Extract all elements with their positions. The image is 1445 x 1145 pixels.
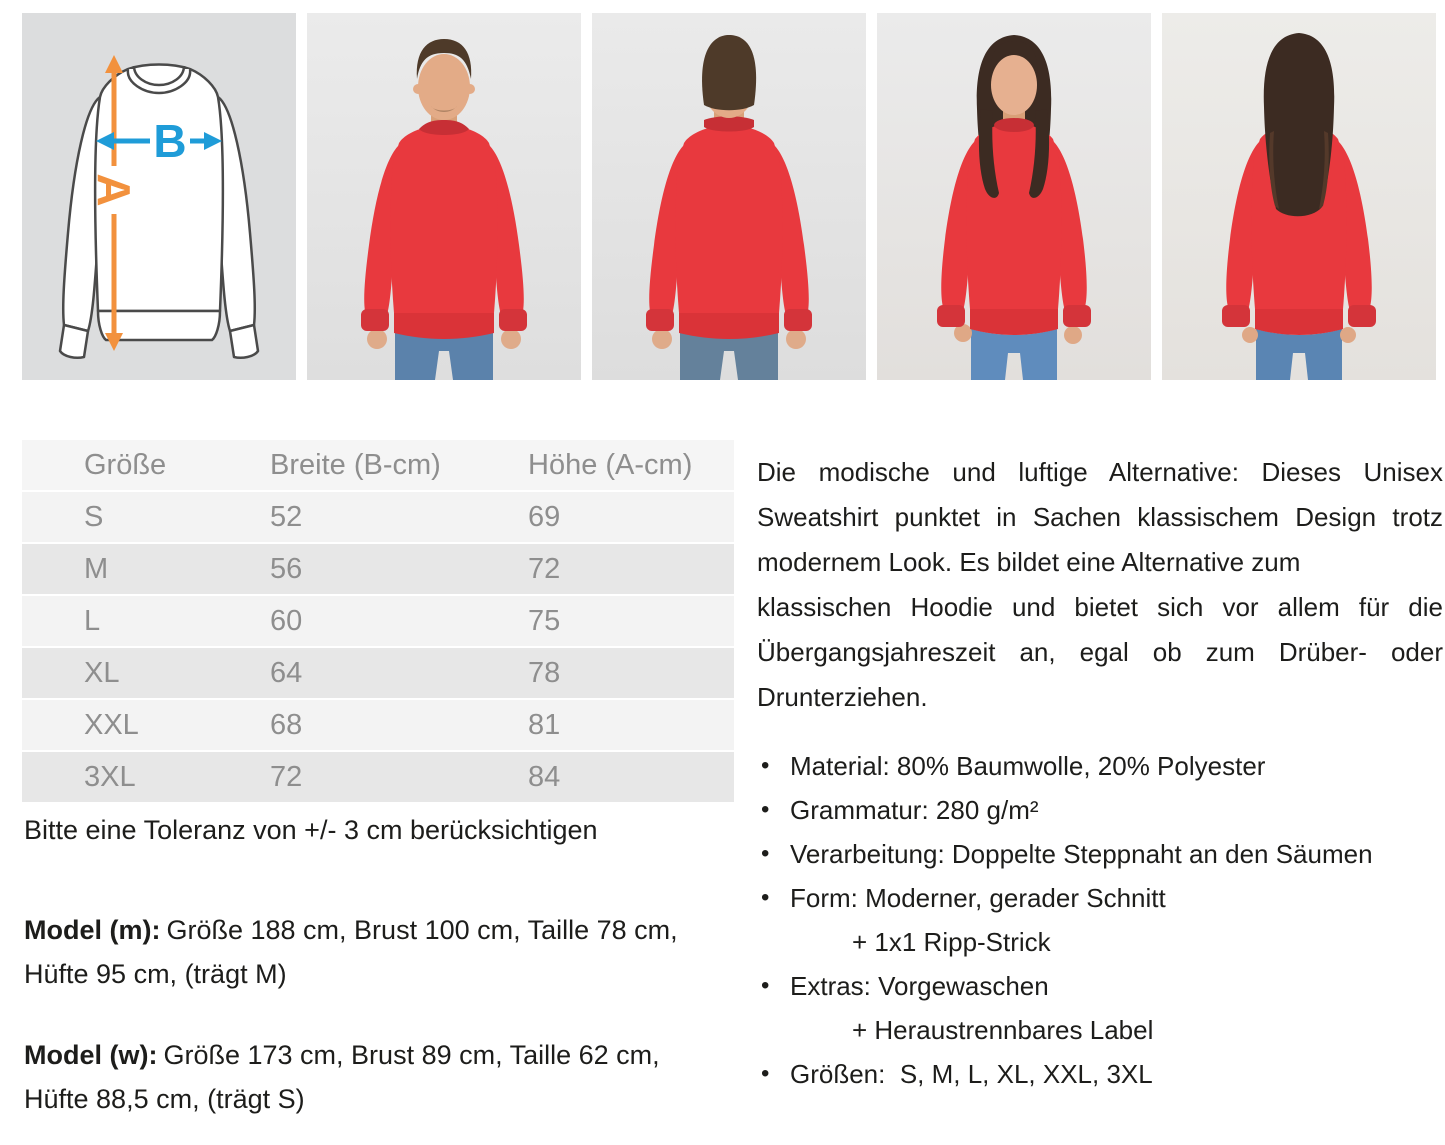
size-cell: S bbox=[84, 500, 104, 533]
bullet-dot: • bbox=[761, 752, 770, 779]
model-spec-male bbox=[24, 908, 724, 996]
bullet-dot: • bbox=[761, 884, 770, 911]
size-table bbox=[22, 438, 734, 804]
female-front-illustration bbox=[877, 13, 1151, 380]
size-cell: XL bbox=[84, 656, 120, 689]
feature-text: Extras: Vorgewaschen bbox=[790, 971, 1049, 1001]
model-photo-female-front bbox=[877, 13, 1151, 380]
width-cell: 64 bbox=[270, 656, 303, 689]
size-cell: M bbox=[84, 552, 109, 585]
height-cell: 81 bbox=[528, 708, 561, 741]
feature-item bbox=[757, 832, 1443, 876]
female-back-illustration bbox=[1162, 13, 1436, 380]
size-cell: L bbox=[84, 604, 101, 637]
size-table-header-cell: Höhe (A-cm) bbox=[528, 448, 693, 481]
feature-extra-text: + Heraustrennbares Label bbox=[852, 1015, 1154, 1045]
size-table-row bbox=[22, 544, 734, 594]
bullet-dot: • bbox=[761, 840, 770, 867]
feature-list bbox=[757, 744, 1443, 1096]
size-table-row bbox=[22, 648, 734, 698]
size-diagram-image bbox=[22, 13, 296, 380]
male-back-illustration bbox=[592, 13, 866, 380]
height-label: A bbox=[88, 173, 140, 207]
tolerance-note: Bitte eine Toleranz von +/- 3 cm berücksichtigen bbox=[24, 815, 598, 845]
feature-item bbox=[757, 964, 1443, 1052]
bullet-dot: • bbox=[761, 796, 770, 823]
product-description bbox=[757, 450, 1443, 720]
feature-item bbox=[757, 876, 1443, 964]
model-photo-male-back bbox=[592, 13, 866, 380]
description-paragraph: klassischen Hoodie und bietet sich vor allem für die Übergangsjahreszeit an, egal ob zum Drüber- oder Drunterziehen. bbox=[757, 592, 1443, 712]
height-cell: 84 bbox=[528, 760, 561, 793]
model-spec-female-text: Größe 173 cm, Brust 89 cm, Taille 62 cm, Hüfte 88,5 cm, (trägt S) bbox=[24, 1040, 660, 1114]
model-photo-male-front bbox=[307, 13, 581, 380]
sweatshirt-measurement-diagram bbox=[22, 13, 296, 380]
bullet-dot: • bbox=[761, 972, 770, 999]
height-cell: 72 bbox=[528, 552, 561, 585]
feature-text: Größen: S, M, L, XL, XXL, 3XL bbox=[790, 1059, 1153, 1089]
width-cell: 72 bbox=[270, 760, 303, 793]
size-table-row bbox=[22, 700, 734, 750]
width-cell: 60 bbox=[270, 604, 303, 637]
feature-text: Grammatur: 280 g/m² bbox=[790, 795, 1039, 825]
model-spec-female bbox=[24, 1033, 724, 1121]
feature-text: Form: Moderner, gerader Schnitt bbox=[790, 883, 1166, 913]
feature-item bbox=[757, 744, 1443, 788]
size-table-row bbox=[22, 596, 734, 646]
model-spec-male-label: Model (m): bbox=[24, 915, 161, 945]
male-front-illustration bbox=[307, 13, 581, 380]
width-cell: 56 bbox=[270, 552, 303, 585]
size-table-header-cell: Breite (B-cm) bbox=[270, 448, 441, 481]
model-spec-female-label: Model (w): bbox=[24, 1040, 158, 1070]
feature-item bbox=[757, 1052, 1443, 1096]
height-cell: 69 bbox=[528, 500, 561, 533]
description-paragraph: Die modische und luftige Alternative: Dieses Unisex Sweatshirt punktet in Sachen klassischem Design trotz modernem Look. Es bildet eine Alternative zum bbox=[757, 457, 1443, 577]
size-table-row bbox=[22, 492, 734, 542]
size-table-header-row bbox=[22, 440, 734, 490]
bullet-dot: • bbox=[761, 1060, 770, 1087]
product-description-column bbox=[757, 450, 1443, 1096]
height-cell: 78 bbox=[528, 656, 561, 689]
model-spec-male-text: Größe 188 cm, Brust 100 cm, Taille 78 cm, Hüfte 95 cm, (trägt M) bbox=[24, 915, 678, 989]
feature-text: Verarbeitung: Doppelte Steppnaht an den Säumen bbox=[790, 839, 1373, 869]
size-cell: 3XL bbox=[84, 760, 136, 793]
width-cell: 52 bbox=[270, 500, 303, 533]
feature-extra-text: + 1x1 Ripp-Strick bbox=[852, 927, 1051, 957]
height-cell: 75 bbox=[528, 604, 561, 637]
size-table-row bbox=[22, 752, 734, 802]
size-cell: XXL bbox=[84, 708, 139, 741]
product-image-gallery bbox=[22, 13, 1436, 380]
width-cell: 68 bbox=[270, 708, 303, 741]
model-photo-female-back bbox=[1162, 13, 1436, 380]
feature-item bbox=[757, 788, 1443, 832]
size-table-header-cell: Größe bbox=[84, 448, 167, 481]
feature-text: Material: 80% Baumwolle, 20% Polyester bbox=[790, 751, 1266, 781]
width-label: B bbox=[153, 115, 187, 167]
